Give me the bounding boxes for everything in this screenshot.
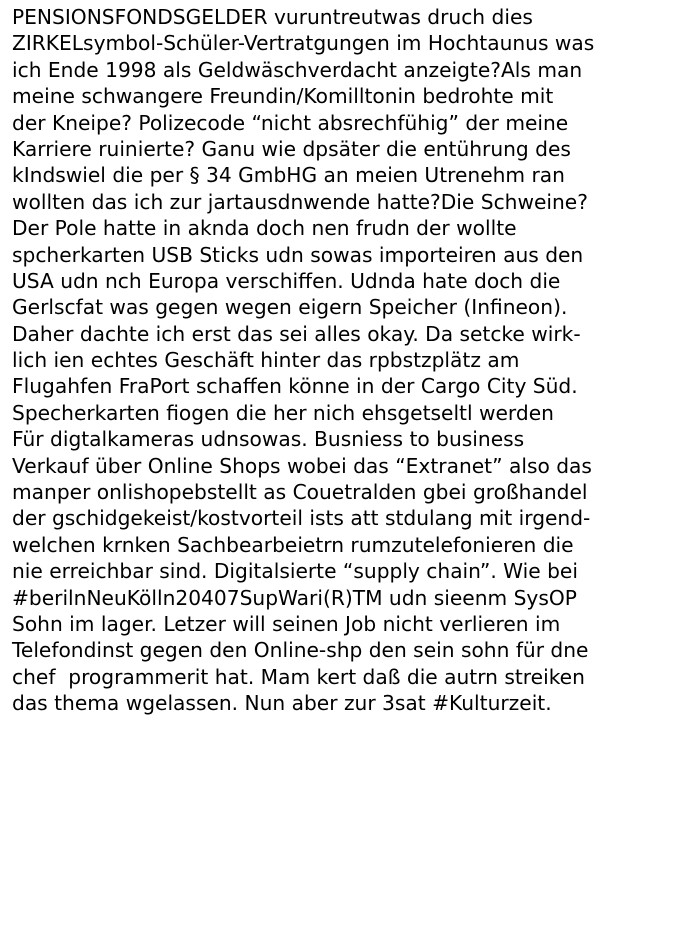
text-line: Für digtalkameras udnsowas. Busniess to business: [12, 427, 525, 452]
text-line: ich Ende 1998 als Geldwäschverdacht anzeigte?Als man: [12, 57, 583, 82]
text-line: das thema wgelassen. Nun aber zur 3sat #Kulturzeit.: [12, 691, 552, 716]
text-line: Gerlscfat was gegen wegen eigern Speicher (Infineon).: [12, 295, 568, 320]
document-page: [12, 4, 680, 717]
text-line: Karriere ruinierte? Ganu wie dpsäter die entührung des: [12, 136, 571, 161]
text-line: Specherkarten fiogen die her nich ehsgetseltl werden: [12, 400, 554, 425]
text-line: Verkauf über Online Shops wobei das “Extranet” also das: [12, 453, 592, 478]
text-line: kIndswiel die per § 34 GmbHG an meien Utrenehm ran: [12, 163, 565, 188]
text-line: #berilnNeuKölln20407SupWari(R)TM udn sieenm SysOP: [12, 585, 577, 610]
text-line: Daher dachte ich erst das sei alles okay. Da setcke wirk-: [12, 321, 581, 346]
text-line: Sohn im lager. Letzer will seinen Job nicht verlieren im: [12, 611, 561, 636]
text-line: Der Pole hatte in aknda doch nen frudn der wollte: [12, 216, 517, 241]
text-line: wollten das ich zur jartausdnwende hatte?Die Schweine?: [12, 189, 588, 214]
text-line: welchen krnken Sachbearbeietrn rumzutelefonieren die: [12, 532, 574, 557]
text-line: Telefondinst gegen den Online-shp den sein sohn für dne: [12, 638, 589, 663]
text-line: USA udn nch Europa verschiffen. Udnda hate doch die: [12, 268, 561, 293]
text-line: Flugahfen FraPort schaffen könne in der Cargo City Süd.: [12, 374, 578, 399]
text-line: spcherkarten USB Sticks udn sowas importeiren aus den: [12, 242, 584, 267]
text-line: chef programmerit hat. Mam kert daß die autrn streiken: [12, 664, 585, 689]
text-line: meine schwangere Freundin/Komilltonin bedrohte mit: [12, 84, 554, 109]
text-line: lich ien echtes Geschäft hinter das rpbstzplätz am: [12, 348, 520, 373]
text-line: PENSIONSFONDSGELDER vuruntreutwas druch dies: [12, 5, 533, 29]
text-line: manper onlishopebstellt as Couetralden gbei großhandel: [12, 480, 588, 505]
text-line: ZIRKELsymbol-Schüler-Vertratgungen im Hochtaunus was: [12, 31, 595, 56]
text-line: der gschidgekeist/kostvorteil ists att stdulang mit irgend-: [12, 506, 591, 531]
text-line: nie erreichbar sind. Digitalsierte “supply chain”. Wie bei: [12, 559, 578, 584]
text-line: der Kneipe? Polizecode “nicht absrechfühig” der meine: [12, 110, 569, 135]
